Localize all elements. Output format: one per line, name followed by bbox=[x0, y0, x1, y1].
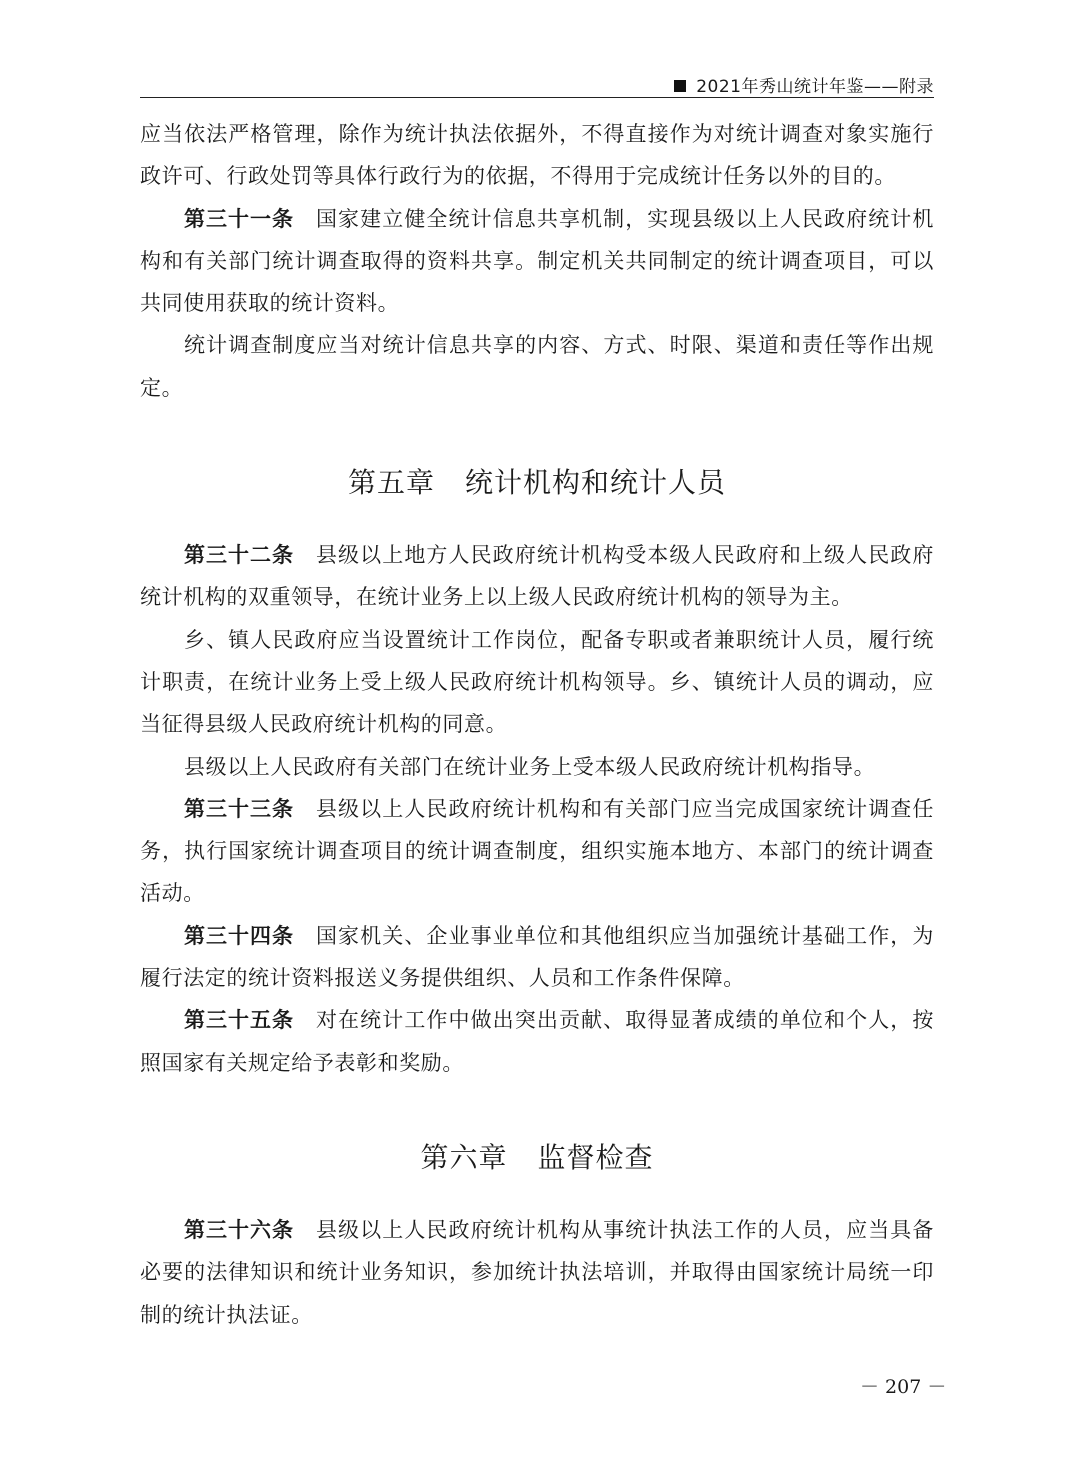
article-35-label: 第三十五条 bbox=[184, 1008, 294, 1033]
paragraph-department-guidance: 县级以上人民政府有关部门在统计业务上受本级人民政府统计机构指导。 bbox=[184, 754, 876, 779]
square-bullet-icon bbox=[674, 80, 686, 92]
page-body bbox=[140, 113, 934, 1336]
chapter-5-title: 统计机构和统计人员 bbox=[465, 466, 727, 500]
article-36 bbox=[140, 1209, 934, 1336]
article-34-text: 国家机关、企业事业单位和其他组织应当加强统计基础工作，为履行法定的统计资料报送义务提供组织、人员和工作条件保障。 bbox=[140, 923, 934, 991]
article-32-text: 县级以上地方人民政府统计机构受本级人民政府和上级人民政府统计机构的双重领导，在统计业务上以上级人民政府统计机构的领导为主。 bbox=[140, 543, 934, 610]
running-header bbox=[140, 70, 934, 98]
article-33-label: 第三十三条 bbox=[184, 796, 294, 821]
article-31 bbox=[140, 198, 934, 325]
article-34 bbox=[140, 915, 934, 1000]
chapter-6-number: 第六章 bbox=[420, 1140, 508, 1174]
article-35-text: 对在统计工作中做出突出贡献、取得显著成绩的单位和个人，按照国家有关规定给予表彰和奖励。 bbox=[140, 1008, 934, 1075]
article-35 bbox=[140, 999, 934, 1084]
article-33 bbox=[140, 788, 934, 915]
header-title-wrap bbox=[674, 72, 934, 97]
article-36-text: 县级以上人民政府统计机构从事统计执法工作的人员，应当具备必要的法律知识和统计业务知识，参加统计执法培训，并取得由国家统计局统一印制的统计执法证。 bbox=[140, 1217, 934, 1327]
header-title: 2021年秀山统计年鉴——附录 bbox=[696, 77, 934, 97]
article-32-label: 第三十二条 bbox=[184, 543, 294, 568]
chapter-5-number: 第五章 bbox=[347, 466, 435, 500]
paragraph-township-staff: 乡、镇人民政府应当设置统计工作岗位，配备专职或者兼职统计人员，履行统计职责，在统计业务上受上级人民政府统计机构领导。乡、镇统计人员的调动，应当征得县级人民政府统计机构的同意。 bbox=[140, 627, 934, 737]
page-number: － 207 － bbox=[860, 1376, 947, 1398]
article-33-text: 县级以上人民政府统计机构和有关部门应当完成国家统计调查任务，执行国家统计调查项目的统计调查制度，组织实施本地方、本部门的统计调查活动。 bbox=[140, 796, 934, 906]
paragraph-continued: 应当依法严格管理，除作为统计执法依据外，不得直接作为对统计调查对象实施行政许可、行政处罚等具体行政行为的依据，不得用于完成统计任务以外的目的。 bbox=[140, 122, 934, 189]
article-31-text: 国家建立健全统计信息共享机制，实现县级以上人民政府统计机构和有关部门统计调查取得的资料共享。制定机关共同制定的统计调查项目，可以共同使用获取的统计资料。 bbox=[140, 206, 934, 316]
article-32 bbox=[140, 534, 934, 619]
paragraph-info-sharing: 统计调查制度应当对统计信息共享的内容、方式、时限、渠道和责任等作出规定。 bbox=[140, 333, 934, 400]
chapter-6-title: 监督检查 bbox=[537, 1140, 654, 1174]
article-31-label: 第三十一条 bbox=[184, 206, 294, 231]
chapter-5-heading bbox=[140, 461, 934, 501]
article-34-label: 第三十四条 bbox=[184, 923, 294, 948]
chapter-6-heading bbox=[140, 1136, 934, 1176]
article-36-label: 第三十六条 bbox=[184, 1217, 294, 1242]
